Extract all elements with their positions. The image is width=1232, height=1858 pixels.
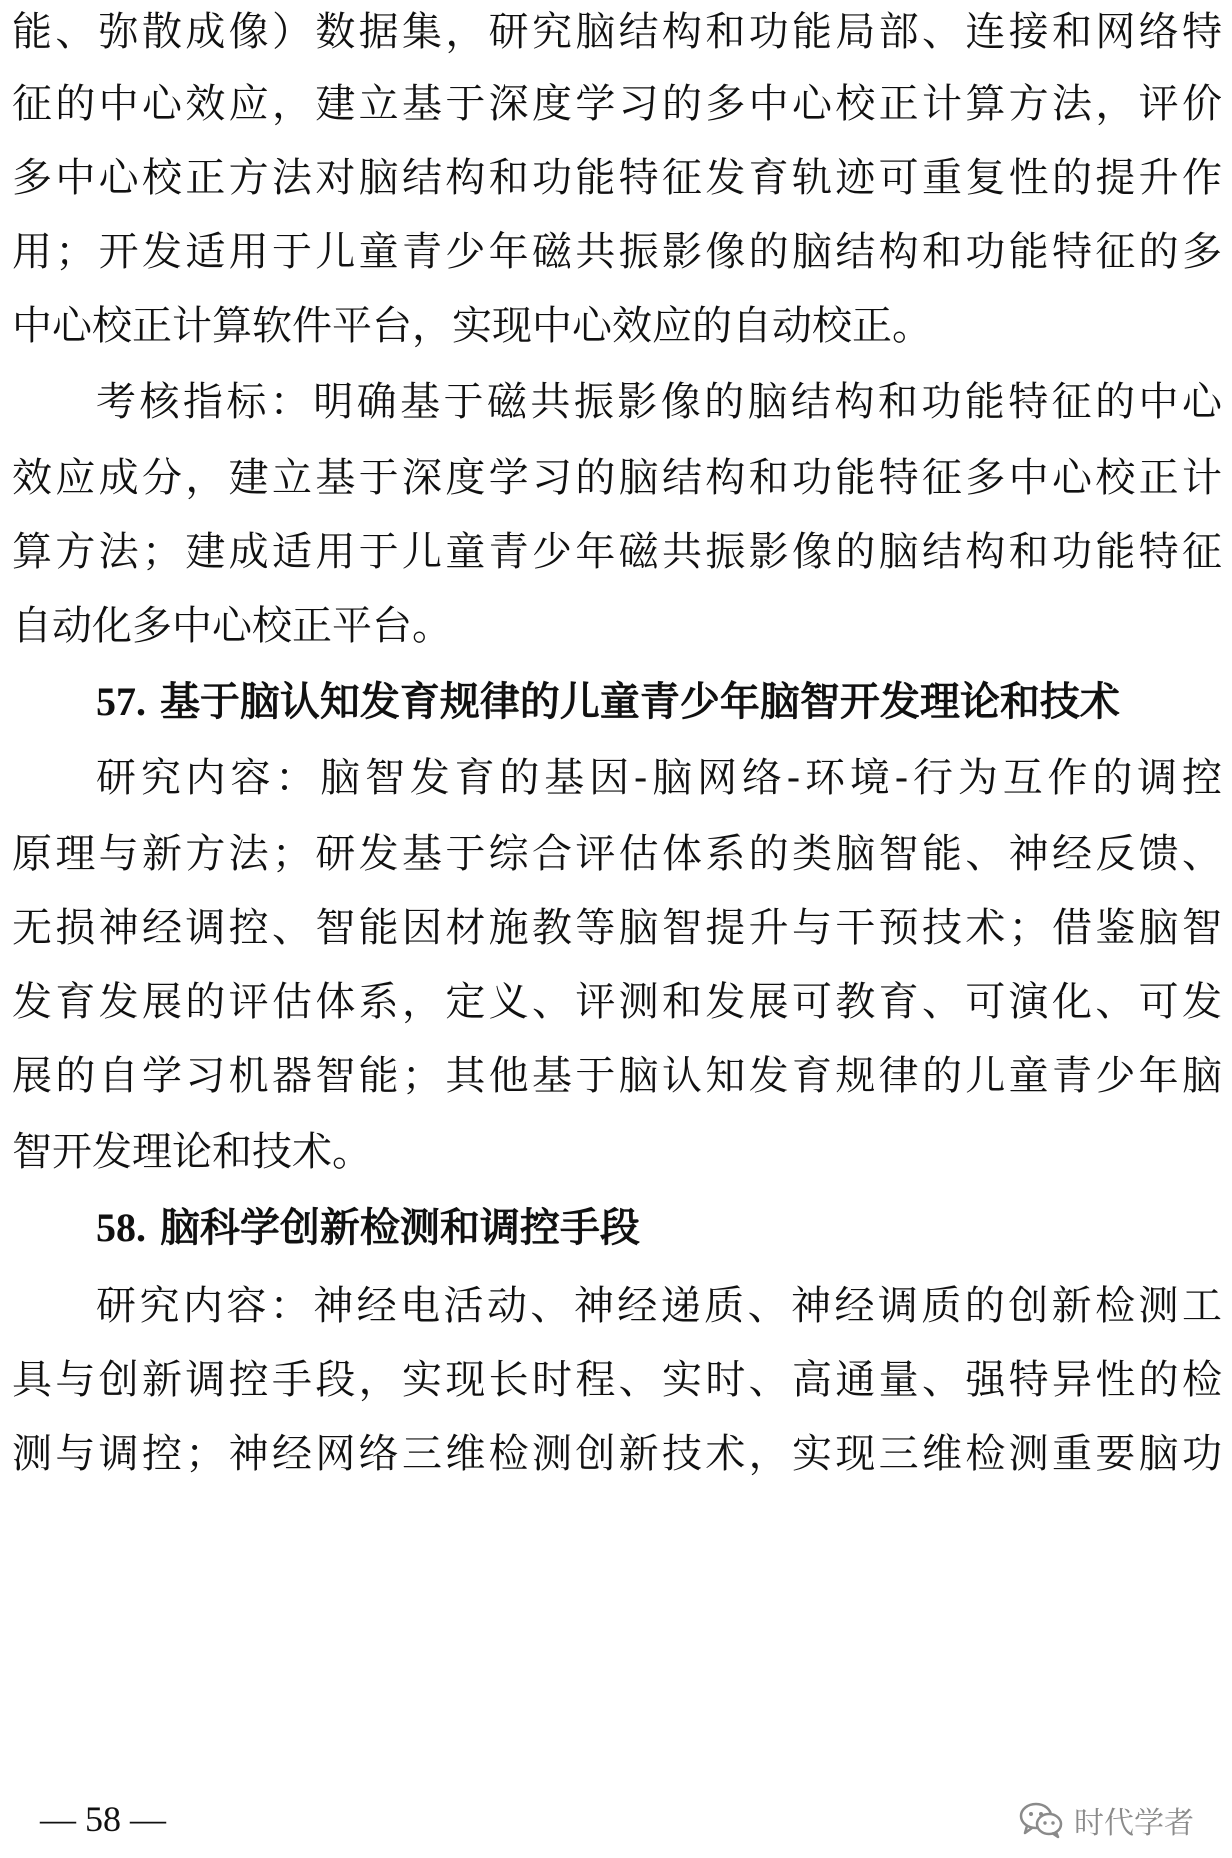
paragraph-1-line-2: 征的中心效应，建立基于深度学习的多中心校正计算方法，评价 (12, 81, 1222, 127)
section-57-number: 57. (96, 679, 146, 724)
paragraph-3-line-6: 智开发理论和技术。 (12, 1129, 372, 1175)
watermark-text: 时代学者 (1074, 1806, 1194, 1841)
paragraph-1-line-4: 用；开发适用于儿童青少年磁共振影像的脑结构和功能特征的多 (12, 229, 1222, 275)
paragraph-2-line-4: 自动化多中心校正平台。 (12, 603, 452, 649)
paragraph-1-line-5: 中心校正计算软件平台，实现中心效应的自动校正。 (12, 303, 932, 349)
paragraph-4-line-3: 测与调控；神经网络三维检测创新技术，实现三维检测重要脑功 (12, 1431, 1222, 1477)
paragraph-4-line-2: 具与创新调控手段，实现长时程、实时、高通量、强特异性的检 (12, 1357, 1222, 1403)
wechat-icon (1018, 1800, 1064, 1840)
section-58-title: 脑科学创新检测和调控手段 (159, 1204, 640, 1251)
paragraph-2-line-2: 效应成分，建立基于深度学习的脑结构和功能特征多中心校正计 (12, 455, 1222, 501)
paragraph-3-line-5: 展的自学习机器智能；其他基于脑认知发育规律的儿童青少年脑 (12, 1053, 1222, 1099)
section-57-title: 基于脑认知发育规律的儿童青少年脑智开发理论和技术 (159, 678, 1120, 725)
paragraph-1-line-3: 多中心校正方法对脑结构和功能特征发育轨迹可重复性的提升作 (12, 155, 1222, 201)
paragraph-3-line-3: 无损神经调控、智能因材施教等脑智提升与干预技术；借鉴脑智 (12, 905, 1222, 951)
section-58-heading (96, 1196, 640, 1260)
paragraph-3-line-4: 发育发展的评估体系，定义、评测和发展可教育、可演化、可发 (12, 979, 1222, 1025)
page-number: — 58 — (40, 1799, 166, 1839)
section-57-heading (96, 670, 1120, 734)
watermark (1018, 1798, 1194, 1842)
paragraph-4-line-1: 研究内容：神经电活动、神经递质、神经调质的创新检测工 (96, 1283, 1222, 1329)
paragraph-2-line-1: 考核指标：明确基于磁共振影像的脑结构和功能特征的中心 (96, 379, 1222, 425)
paragraph-3-line-2: 原理与新方法；研发基于综合评估体系的类脑智能、神经反馈、 (12, 831, 1222, 877)
paragraph-3-line-1: 研究内容：脑智发育的基因-脑网络-环境-行为互作的调控 (96, 755, 1222, 801)
section-58-number: 58. (96, 1205, 146, 1250)
paragraph-2-line-3: 算方法；建成适用于儿童青少年磁共振影像的脑结构和功能特征 (12, 529, 1222, 575)
paragraph-1-line-1: 能、弥散成像）数据集，研究脑结构和功能局部、连接和网络特 (12, 9, 1222, 55)
